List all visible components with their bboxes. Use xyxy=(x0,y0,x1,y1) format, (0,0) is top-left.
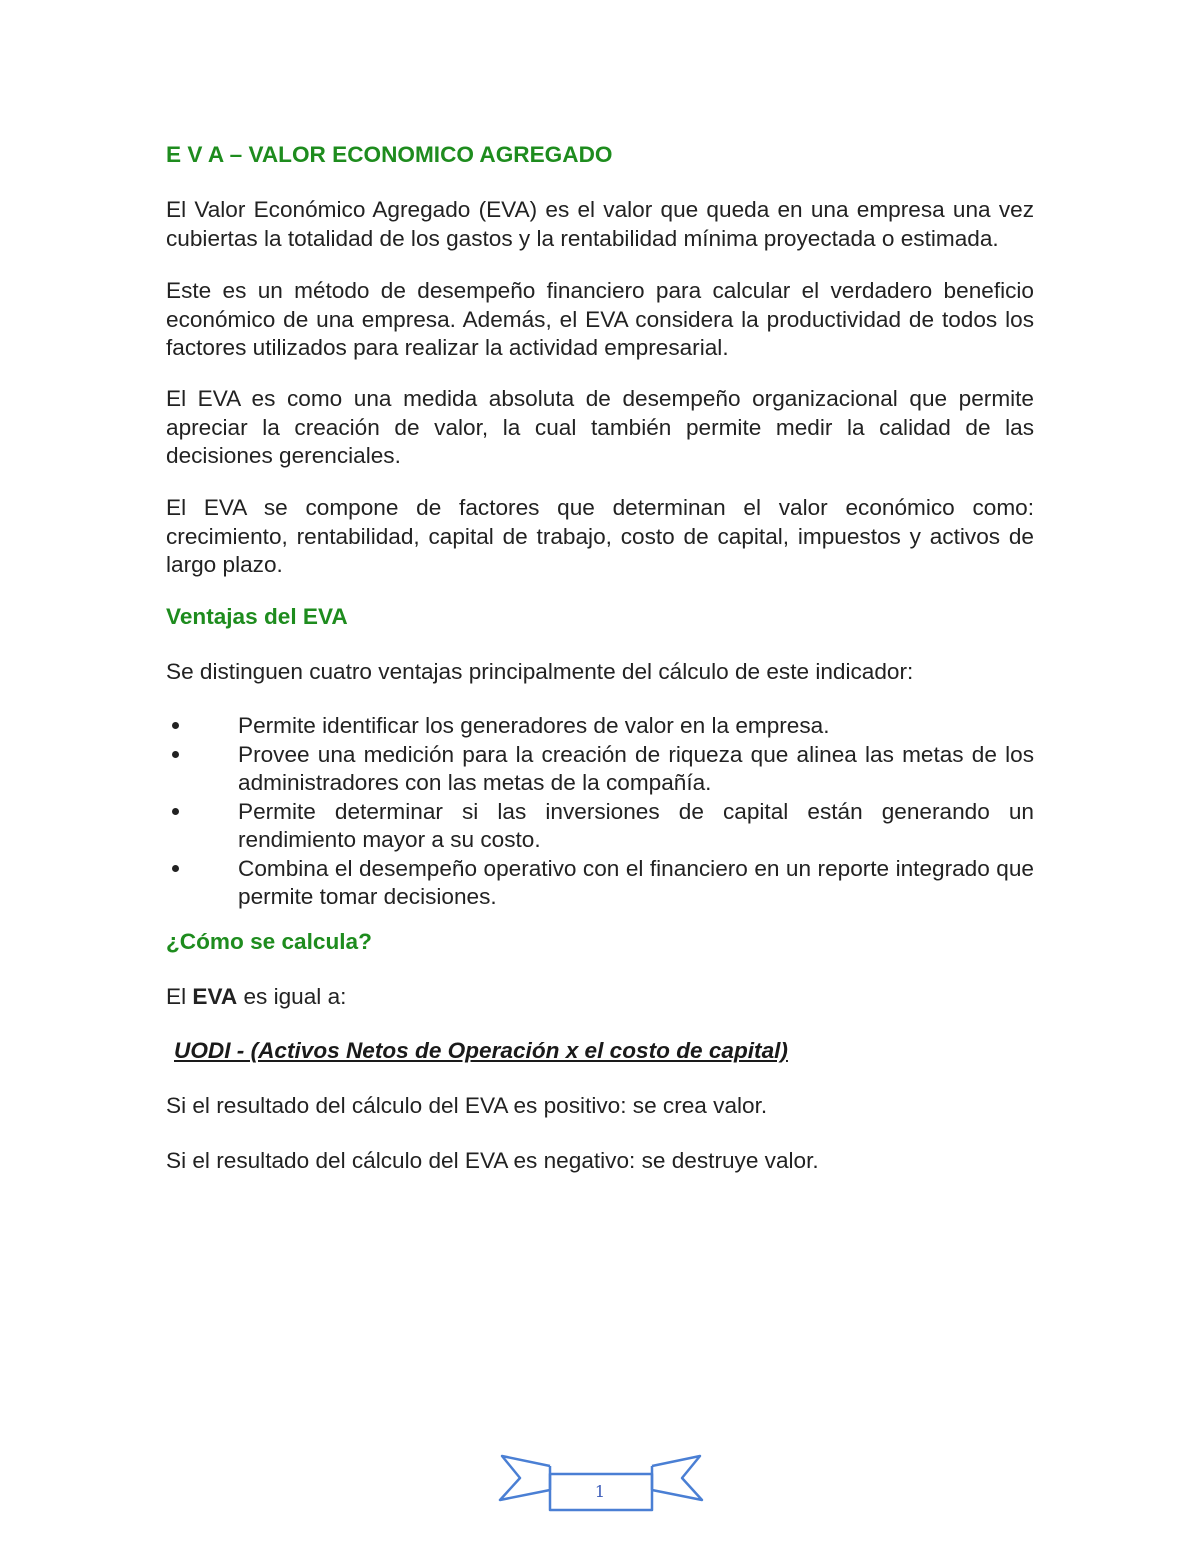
list-item: Provee una medición para la creación de riqueza que alinea las metas de los administradores con las metas de la compañía. xyxy=(166,741,1034,798)
result-positive: Si el resultado del cálculo del EVA es positivo: se crea valor. xyxy=(166,1093,768,1118)
heading-calculo: ¿Cómo se calcula? xyxy=(166,929,372,954)
document-title: E V A – VALOR ECONOMICO AGREGADO xyxy=(166,142,613,167)
paragraph-definition: El Valor Económico Agregado (EVA) es el valor que queda en una empresa una vez cubiertas la totalidad de los gastos y la rentabilidad mínima proyectada o estimada. xyxy=(166,197,1034,251)
bullet-icon xyxy=(172,808,179,815)
result-negative: Si el resultado del cálculo del EVA es negativo: se destruye valor. xyxy=(166,1148,819,1173)
bullet-icon xyxy=(172,722,179,729)
list-item: Permite identificar los generadores de valor en la empresa. xyxy=(166,712,1034,741)
ventajas-intro: Se distinguen cuatro ventajas principalmente del cálculo de este indicador: xyxy=(166,659,914,684)
list-item: Combina el desempeño operativo con el financiero en un reporte integrado que permite tomar decisiones. xyxy=(166,855,1034,912)
paragraph-factors: El EVA se compone de factores que determinan el valor económico como: crecimiento, rentabilidad, capital de trabajo, costo de capital, impuestos y activos de largo plazo. xyxy=(166,495,1034,577)
eva-bold-term: EVA xyxy=(192,984,238,1009)
paragraph-measure: El EVA es como una medida absoluta de desempeño organizacional que permite apreciar la creación de valor, la cual también permite medir la calidad de las decisiones gerenciales. xyxy=(166,386,1034,468)
eva-formula: UODI - (Activos Netos de Operación x el costo de capital) xyxy=(174,1038,788,1063)
equation-intro: El EVA es igual a: xyxy=(166,984,347,1009)
list-item: Permite determinar si las inversiones de capital están generando un rendimiento mayor a su costo. xyxy=(166,798,1034,855)
paragraph-method: Este es un método de desempeño financiero para calcular el verdadero beneficio económico de una empresa. Además, el EVA considera la productividad de todos los factores utilizados para realizar la actividad empresarial. xyxy=(166,278,1034,360)
page-number: 1 xyxy=(594,1482,606,1501)
ventajas-list xyxy=(166,712,1034,912)
bullet-icon xyxy=(172,865,179,872)
bullet-icon xyxy=(172,751,179,758)
heading-ventajas: Ventajas del EVA xyxy=(166,604,348,629)
